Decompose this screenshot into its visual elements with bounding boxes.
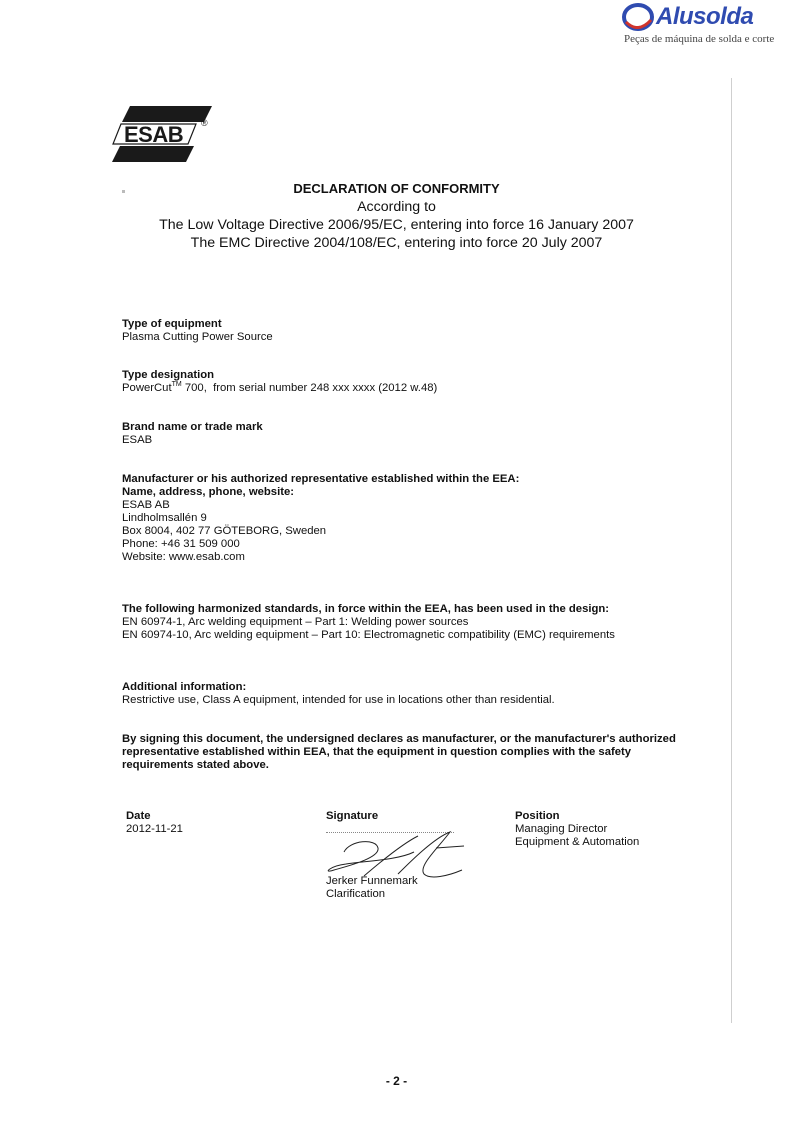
date-label: Date — [126, 810, 151, 822]
signature-label: Signature — [326, 810, 379, 822]
type-of-equipment-value: Plasma Cutting Power Source — [122, 331, 273, 343]
position-department: Equipment & Automation — [515, 836, 640, 848]
page-number: - 2 - — [385, 1074, 408, 1088]
directive-emc: The EMC Directive 2004/108/EC, entering into force 20 July 2007 — [190, 235, 603, 251]
directive-low-voltage: The Low Voltage Directive 2006/95/EC, entering into force 16 January 2007 — [159, 217, 634, 233]
manufacturer-street: Lindholmsallén 9 — [122, 512, 207, 524]
watermark-brand: Alusolda — [656, 3, 754, 30]
type-designation-label: Type designation — [122, 369, 215, 381]
according-to: According to — [357, 199, 436, 215]
esab-logo-text: ESAB — [124, 122, 184, 147]
manufacturer-name: ESAB AB — [122, 499, 170, 511]
position-title: Managing Director — [515, 823, 608, 835]
declaration-line: By signing this document, the undersigned declares as manufacturer, or the manufacturer's authorized — [122, 733, 676, 745]
signer-name: Jerker Funnemark — [326, 875, 418, 887]
type-designation-value — [122, 382, 437, 395]
product-name: PowerCut — [122, 382, 172, 394]
declaration-heading — [0, 180, 793, 252]
position-label: Position — [515, 810, 560, 822]
clarification-label: Clarification — [326, 888, 386, 900]
registered-mark: ® — [201, 118, 208, 128]
standard-item: EN 60974-10, Arc welding equipment – Part 10: Electromagnetic compatibility (EMC) requirements — [122, 629, 615, 641]
brand-value: ESAB — [122, 434, 153, 446]
standard-item: EN 60974-1, Arc welding equipment – Part 1: Welding power sources — [122, 616, 469, 628]
manufacturer-phone: Phone: +46 31 509 000 — [122, 538, 240, 550]
serial-info: 700, from serial number 248 xxx xxxx (2012 w.48) — [181, 382, 438, 394]
brand-label: Brand name or trade mark — [122, 421, 263, 433]
manufacturer-website: Website: www.esab.com — [122, 551, 245, 563]
watermark-tagline: Peças de máquina de solda e corte — [624, 33, 775, 45]
standards-label: The following harmonized standards, in force within the EEA, has been used in the design: — [122, 603, 610, 615]
manufacturer-label: Manufacturer or his authorized representative established within the EEA: — [122, 473, 520, 485]
manufacturer-postal: Box 8004, 402 77 GÖTEBORG, Sweden — [122, 525, 327, 537]
type-of-equipment-label: Type of equipment — [122, 318, 222, 330]
manufacturer-sublabel: Name, address, phone, website: — [122, 486, 295, 498]
additional-info-label: Additional information: — [122, 681, 247, 693]
trademark-mark: TM — [171, 381, 182, 389]
handwritten-signature-icon — [306, 826, 474, 882]
page-title: DECLARATION OF CONFORMITY — [293, 181, 500, 196]
additional-info-value: Restrictive use, Class A equipment, intended for use in locations other than residential. — [122, 694, 555, 706]
alusolda-logo-icon — [621, 2, 655, 32]
declaration-line: requirements stated above. — [122, 759, 269, 771]
esab-logo-icon — [112, 106, 214, 162]
declaration-line: representative established within EEA, that the equipment in question complies with the safety — [122, 746, 632, 758]
date-value: 2012-11-21 — [126, 823, 183, 835]
